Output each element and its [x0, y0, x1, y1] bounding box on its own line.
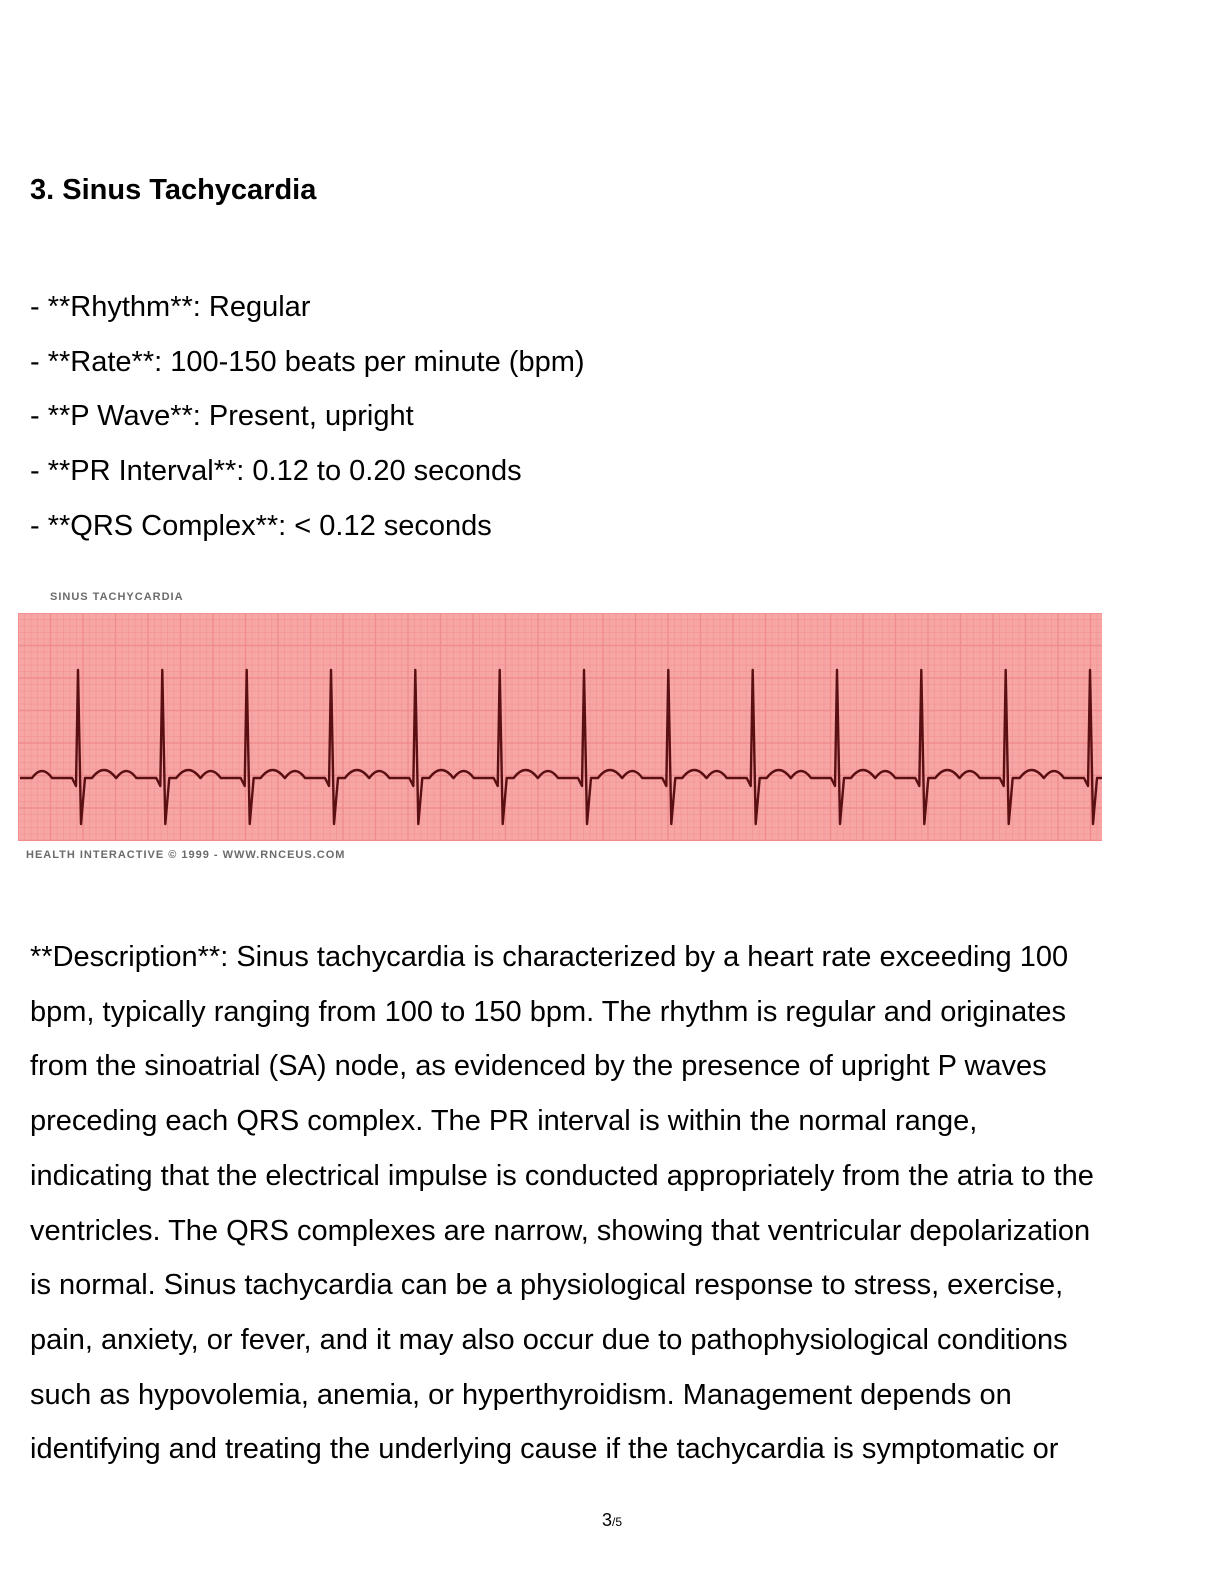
- criteria-item-rate: - **Rate**: 100-150 beats per minute (bpm): [30, 345, 585, 378]
- criteria-item-p-wave: - **P Wave**: Present, upright: [30, 400, 414, 433]
- ecg-figure: [18, 586, 1102, 870]
- description-line: indicating that the electrical impulse is conducted appropriately from the atria to the: [30, 1159, 1094, 1192]
- page-number: [0, 1508, 1224, 1534]
- ecg-strip: [18, 613, 1102, 841]
- description-line: pain, anxiety, or fever, and it may also occur due to pathophysiological conditions: [30, 1323, 1068, 1356]
- section-title: 3. Sinus Tachycardia: [30, 174, 317, 206]
- description-line: from the sinoatrial (SA) node, as evidenced by the presence of upright P waves: [30, 1050, 1047, 1083]
- criteria-item-qrs-complex: - **QRS Complex**: < 0.12 seconds: [30, 509, 492, 542]
- description-line: **Description**: Sinus tachycardia is characterized by a heart rate exceeding 100: [30, 941, 1069, 973]
- criteria-list: [30, 280, 585, 554]
- description-line: identifying and treating the underlying cause if the tachycardia is symptomatic or: [30, 1433, 1059, 1466]
- description-line: preceding each QRS complex. The PR interval is within the normal range,: [30, 1105, 978, 1138]
- criteria-item-rhythm: - **Rhythm**: Regular: [30, 291, 311, 323]
- ecg-top-label: SINUS TACHYCARDIA: [50, 591, 184, 603]
- description-line: is normal. Sinus tachycardia can be a physiological response to stress, exercise,: [30, 1269, 1064, 1302]
- description-paragraph: [30, 930, 1200, 1477]
- description-line: such as hypovolemia, anemia, or hyperthyroidism. Management depends on: [30, 1378, 1012, 1411]
- page-number-current: 3: [601, 1510, 612, 1530]
- description-line: bpm, typically ranging from 100 to 150 bpm. The rhythm is regular and originates: [30, 995, 1066, 1028]
- ecg-credit-label: HEALTH INTERACTIVE © 1999 - WWW.RNCEUS.COM: [26, 849, 346, 861]
- description-line: ventricles. The QRS complexes are narrow, showing that ventricular depolarization: [30, 1214, 1091, 1247]
- page-number-total: /5: [612, 1515, 623, 1529]
- criteria-item-pr-interval: - **PR Interval**: 0.12 to 0.20 seconds: [30, 455, 522, 488]
